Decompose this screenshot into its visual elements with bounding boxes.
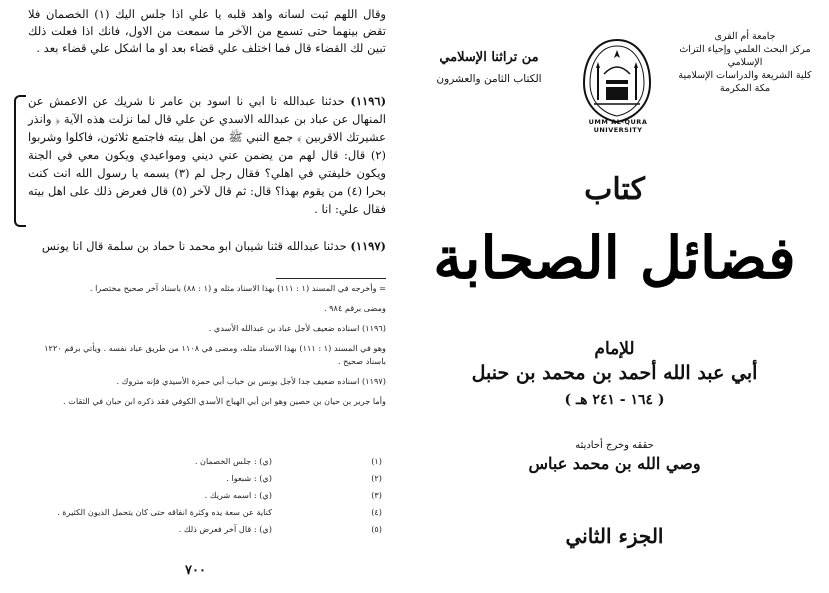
editor-prefix: حققه وخرج أحاديثه <box>575 440 654 451</box>
footnote <box>22 520 386 537</box>
right-page <box>400 0 829 593</box>
page-number: ٧٠٠ <box>185 563 206 578</box>
hadith-text: حدثنا عبدالله قثنا شيبان ابو محمد نا حماد بن سلمة قال انا يونس <box>41 239 347 253</box>
commentary-notes <box>22 282 386 415</box>
hadith-1196 <box>28 92 386 218</box>
header-line: جامعة أم القرى <box>714 31 776 42</box>
author-name: أبي عبد الله أحمد بن محمد بن حنبل <box>471 362 758 384</box>
footnote-text: (ي) : اسمه شريك . <box>204 489 272 500</box>
series-title: من تراثنا الإسلامي <box>439 50 539 65</box>
footnote-text: (ي) : قال آخر فعرض ذلك . <box>178 523 272 534</box>
hadith-number: (١١٩٦) <box>350 94 387 108</box>
footnote <box>22 469 386 486</box>
university-header <box>675 30 815 95</box>
footnote-number: (٣) <box>371 489 382 500</box>
left-page <box>0 0 400 593</box>
volume-label: الجزء الثاني <box>565 524 664 548</box>
footnote-text: (ي) : شبعوا . <box>226 472 272 483</box>
footnote <box>22 486 386 503</box>
author-dates: ( ١٦٤ - ٢٤١ هـ ) <box>564 392 665 408</box>
note: وهو في المسند (١ : ١١١) بهذا الاسناد مثله، ومضى في ١١٠٨ من طريق عباد نفسه . ويأتي برقم ١٢٢٠ باسناد صحيح . <box>44 343 386 366</box>
header-line: مركز البحث العلمي وإحياء التراث الإسلامي <box>679 44 811 68</box>
book-label: كتاب <box>584 172 645 207</box>
header-line: مكة المكرمة <box>719 83 771 94</box>
footnote-text: كناية عن سعة يده وكثرة انفاقه حتى كان يتحمل الديون الكثيرة . <box>57 506 272 517</box>
footnote-number: (٢) <box>371 472 382 483</box>
series-number: الكتاب الثامن والعشرون <box>436 73 542 85</box>
editor-name: وصي الله بن محمد عباس <box>528 454 701 473</box>
footnote-number: (٥) <box>371 523 382 534</box>
note: (١١٩٦) اسناده ضعيف لأجل عباد بن عبدالله الأسدي . <box>208 323 386 333</box>
footnote <box>22 452 386 469</box>
author-prefix: للإمام <box>594 339 635 359</box>
emblem-caption: UMM AL-QURA UNIVERSITY <box>588 118 648 134</box>
hadith-text: حدثنا عبدالله نا ابي نا اسود بن عامر نا شريك عن الاعمش عن المنهال عن عباد بن عبدالله الاسدي عن علي قال لما نزلت هذه الآية ﴿ وانذر عشيرتك الاقربين ﴾ جمع النبي ﷺ من اهل بيته فاجتمع ثلاثون، فاكلوا وشربوا (٢) قال: قال لهم من يضمن عني ديني ومواعيدي ويكون معي في الجنة ويكون خليفتي في اهلي؟ فقال رجل لم (٣) يسمه يا رسول الله انت كنت بحرا (٤) من يقوم بهذا؟ قال: ثم قال لآخر (٥) قال فعرض ذلك على اهل بيته فقال علي: انا . <box>28 94 386 216</box>
university-emblem-icon <box>576 38 658 124</box>
footnote-divider <box>276 278 386 279</box>
note: وأما جرير بن حيان بن حصين وهو ابن أبي الهياج الأسدي الكوفي فقد ذكره ابن حبان في الثقات . <box>63 396 386 406</box>
note: (١١٩٧) اسناده ضعيف جدا لأجل يونس بن خباب أبي حمزة الأسيدي فإنه متروك . <box>116 376 386 386</box>
footnote-list <box>22 452 386 537</box>
footnote-number: (١) <box>371 455 382 466</box>
hadith-1197 <box>28 238 386 255</box>
book-title: فضائل الصحابة <box>433 224 796 292</box>
header-line: كلية الشريعة والدراسات الإسلامية <box>678 70 812 81</box>
hadith-number: (١١٩٧) <box>350 239 386 253</box>
footnote <box>22 503 386 520</box>
margin-bracket <box>14 95 26 227</box>
footnote-number: (٤) <box>371 506 382 517</box>
footnote-text: (ي) : جلس الخصمان . <box>194 455 272 466</box>
note: ومضى برقم ٩٨٤ . <box>323 303 386 313</box>
note: = وأخرجه في المسند (١ : ١١١) بهذا الاسناد مثله و (١ : ٨٨) باسناد آخر صحيح مختصرا . <box>89 283 386 293</box>
series-header <box>424 50 554 85</box>
top-paragraph: وقال اللهم ثبت لسانه واهد قلبه يا علي اذا جلس اليك (١) الخصمان فلا تقض بينهما حتى تسمع من الآخر ما سمعت من الاول، فانك اذا فعلت ذلك تبين لك القضاء قال فما اختلف علي قضاء بعد او ما اشكل علي قضاء بعد . <box>28 7 386 55</box>
